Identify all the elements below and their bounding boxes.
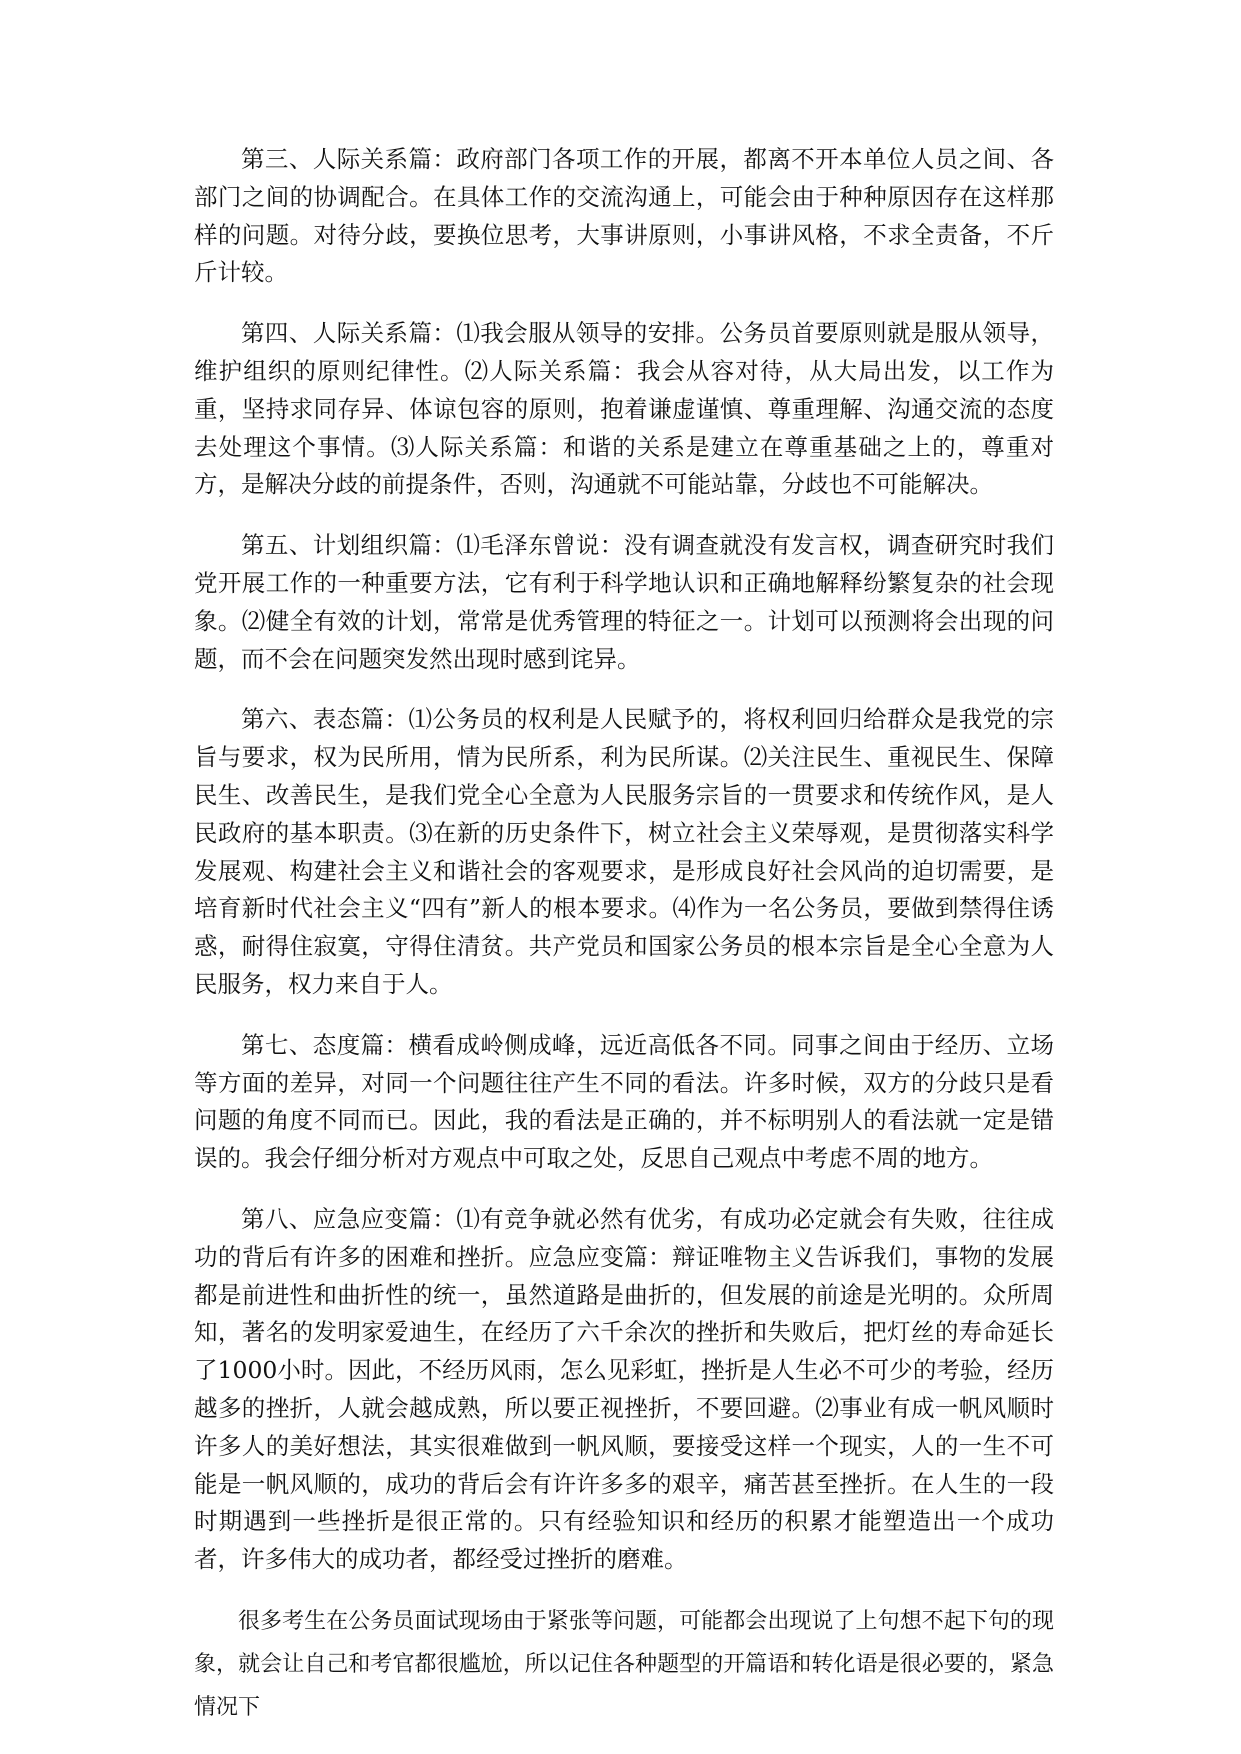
- paragraph-interpersonal-4: 第四、人际关系篇：⑴我会服从领导的安排。公务员首要原则就是服从领导，维护组织的原则纪律性。⑵人际关系篇：我会从容对待，从大局出发，以工作为重，坚持求同存异、体谅包容的原则，抱着谦虚谨慎、尊重理解、沟通交流的态度去处理这个事情。⑶人际关系篇：和谐的关系是建立在尊重基础之上的，尊重对方，是解决分歧的前提条件，否则，沟通就不可能站靠，分歧也不可能解决。: [194, 319, 1054, 499]
- document-body: [194, 141, 1054, 1729]
- paragraph-closing-note: 很多考生在公务员面试现场由于紧张等问题，可能都会出现说了上句想不起下句的现象，就会让自己和考官都很尴尬，所以记住各种题型的开篇语和转化语是很必要的，紧急情况下: [194, 1608, 1054, 1720]
- paragraph-stance-6: 第六、表态篇：⑴公务员的权利是人民赋予的，将权利回归给群众是我党的宗旨与要求，权为民所用，情为民所系，利为民所谋。⑵关注民生、重视民生、保障民生、改善民生，是我们党全心全意为人民服务宗旨的一贯要求和传统作风，是人民政府的基本职责。⑶在新的历史条件下，树立社会主义荣辱观，是贯彻落实科学发展观、构建社会主义和谐社会的客观要求，是形成良好社会风尚的迫切需要，是培育新时代社会主义“四有”新人的根本要求。⑷作为一名公务员，要做到禁得住诱惑，耐得住寂寞，守得住清贫。共产党员和国家公务员的根本宗旨是全心全意为人民服务，权力来自于人。: [194, 705, 1054, 998]
- paragraph-interpersonal-3: 第三、人际关系篇：政府部门各项工作的开展，都离不开本单位人员之间、各部门之间的协调配合。在具体工作的交流沟通上，可能会由于种种原因存在这样那样的问题。对待分歧，要换位思考，大事讲原则，小事讲风格，不求全责备，不斤斤计较。: [194, 145, 1054, 287]
- paragraph-attitude-7: 第七、态度篇：横看成岭侧成峰，远近高低各不同。同事之间由于经历、立场等方面的差异，对同一个问题往往产生不同的看法。许多时候，双方的分歧只是看问题的角度不同而已。因此，我的看法是正确的，并不标明别人的看法就一定是错误的。我会仔细分析对方观点中可取之处，反思自己观点中考虑不周的地方。: [194, 1030, 1054, 1173]
- paragraph-planning-5: 第五、计划组织篇：⑴毛泽东曾说：没有调查就没有发言权，调查研究时我们党开展工作的一种重要方法，它有利于科学地认识和正确地解释纷繁复杂的社会现象。⑵健全有效的计划，常常是优秀管理的特征之一。计划可以预测将会出现的问题，而不会在问题突发然出现时感到诧异。: [194, 531, 1054, 673]
- paragraph-emergency-8: 第八、应急应变篇：⑴有竞争就必然有优劣，有成功必定就会有失败，往往成功的背后有许多的困难和挫折。应急应变篇：辩证唯物主义告诉我们，事物的发展都是前进性和曲折性的统一，虽然道路是曲折的，但发展的前途是光明的。众所周知，著名的发明家爱迪生，在经历了六千余次的挫折和失败后，把灯丝的寿命延长了1000小时。因此，不经历风雨，怎么见彩虹，挫折是人生必不可少的考验，经历越多的挫折，人就会越成熟，所以要正视挫折，不要回避。⑵事业有成一帆风顺时许多人的美好想法，其实很难做到一帆风顺，要接受这样一个现实，人的一生不可能是一帆风顺的，成功的背后会有许许多多的艰辛，痛苦甚至挫折。在人生的一段时期遇到一些挫折是很正常的。只有经验知识和经历的积累才能塑造出一个成功者，许多伟大的成功者，都经受过挫折的磨难。: [194, 1204, 1054, 1574]
